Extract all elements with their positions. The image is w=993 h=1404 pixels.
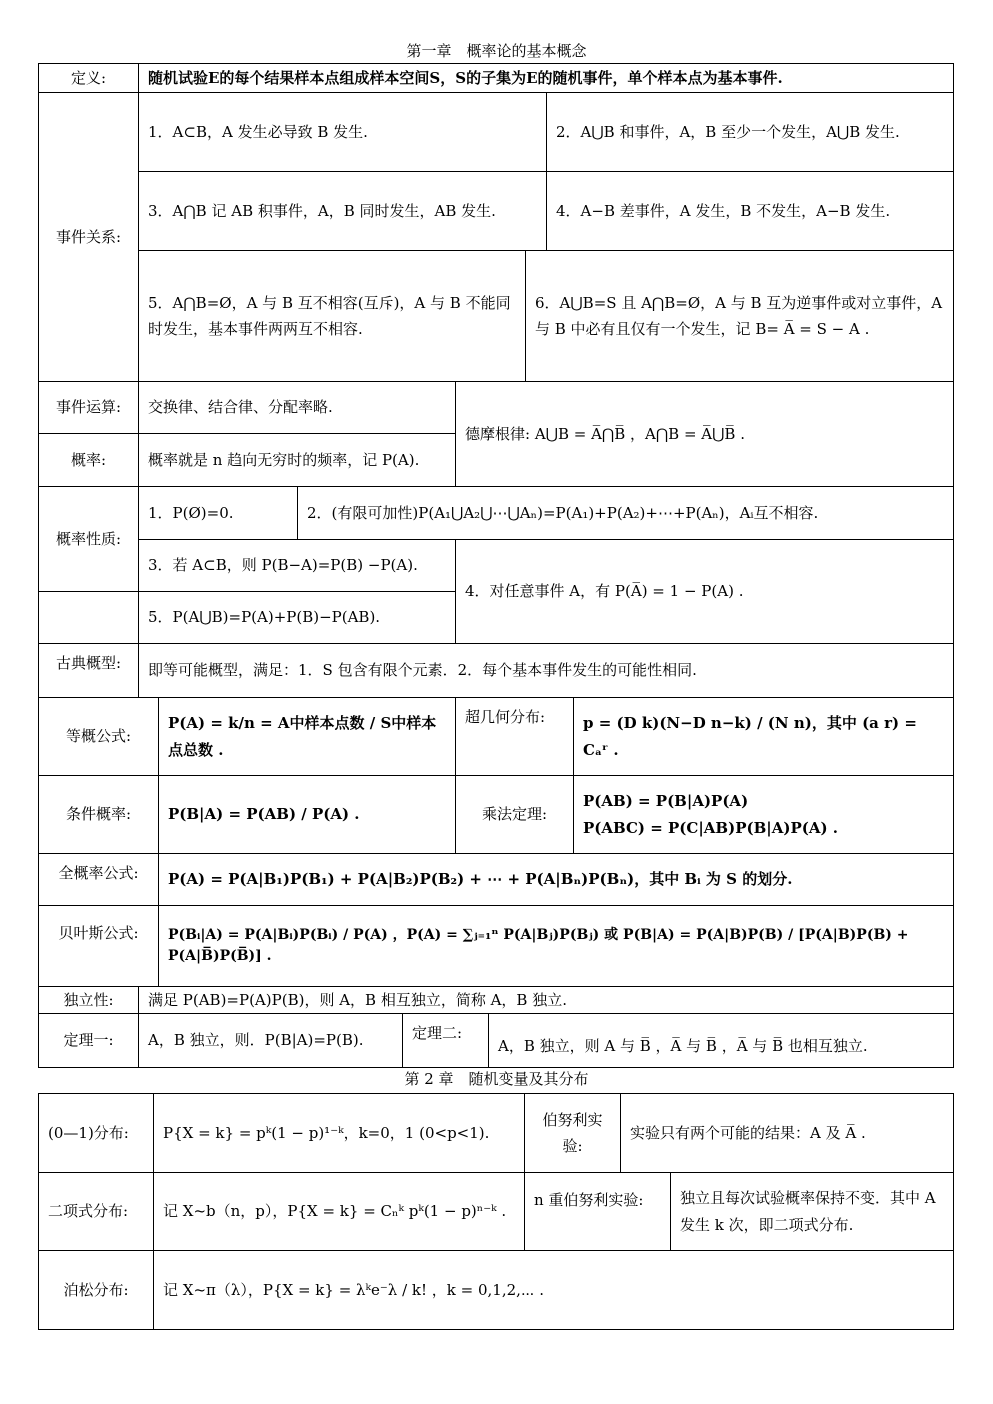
equal-label: 等概公式: [38, 697, 159, 776]
bern-label: 伯努利实验: [524, 1093, 621, 1173]
chapter1-title: 第一章 概率论的基本概念 [406, 42, 587, 60]
bayes-label: 贝叶斯公式: [38, 905, 159, 987]
hyper-formula: p = (D k)(N−D n−k) / (N n)，其中 (a r) = Cₐʳ . [573, 697, 954, 776]
indep-text: 满足 P(AB)=P(A)P(B)，则 A，B 相互独立，简称 A，B 独立. [138, 986, 954, 1014]
prob-label: 概率: [38, 433, 139, 487]
b01-label: (0—1)分布: [38, 1093, 154, 1173]
mult-formulas [573, 775, 954, 854]
def-label: 定义: [38, 63, 139, 93]
prop1: 1．P(Ø)=0. [138, 486, 298, 540]
chapter2-title: 第 2 章 随机变量及其分布 [404, 1070, 589, 1088]
prop2: 2．(有限可加性)P(A₁⋃A₂⋃⋯⋃Aₙ)=P(A₁)+P(A₂)+⋯+P(Aₙ)，Aᵢ互不相容. [297, 486, 954, 540]
demorgan-law: 德摩根律: A⋃B = A̅⋂B̅ ，A⋂B = A̅⋃B̅ . [455, 381, 954, 487]
prop4: 4．对任意事件 A，有 P(A̅) = 1 − P(A) . [455, 539, 954, 644]
indep-label: 独立性: [38, 986, 139, 1014]
hyper-label: 超几何分布: [455, 697, 574, 776]
binom-formula: 记 X~b（n，p），P{X = k} = Cₙᵏ pᵏ(1 − p)ⁿ⁻ᵏ . [153, 1172, 525, 1251]
mult-formula-1: P(AB) = P(B|A)P(A) [583, 792, 749, 811]
thm2-label: 定理二: [402, 1013, 489, 1068]
rel1: 1．A⊂B，A 发生必导致 B 发生. [138, 92, 547, 172]
total-label: 全概率公式: [38, 853, 159, 906]
rel2: 2．A⋃B 和事件，A，B 至少一个发生，A⋃B 发生. [546, 92, 954, 172]
rel4: 4．A−B 差事件，A 发生，B 不发生，A−B 发生. [546, 171, 954, 251]
nbern-text: 独立且每次试验概率保持不变．其中 A 发生 k 次，即二项式分布. [670, 1172, 954, 1251]
total-formula: P(A) = P(A|B₁)P(B₁) + P(A|B₂)P(B₂) + ⋯ + P(A|Bₙ)P(Bₙ)，其中 Bᵢ 为 S 的划分. [158, 853, 954, 906]
classic-label: 古典概型: [38, 643, 139, 698]
bayes-formula: P(Bᵢ|A) = P(A|Bᵢ)P(Bᵢ) / P(A) ，P(A) = ∑ⱼ₌₁ⁿ P(A|Bⱼ)P(Bⱼ) 或 P(B|A) = P(A|B)P(B) / [P(A|B)P(B) + P(A|B̅)P(B̅)] . [158, 905, 954, 987]
prop-label: 概率性质: [38, 486, 139, 592]
thm1-label: 定理一: [38, 1013, 139, 1068]
nbern-label: n 重伯努利实验: [524, 1172, 671, 1251]
cond-formula: P(B|A) = P(AB) / P(A) . [158, 775, 456, 854]
bern-text: 实验只有两个可能的结果：A 及 A̅ . [620, 1093, 954, 1173]
binom-label: 二项式分布: [38, 1172, 154, 1251]
prop5: 5．P(A⋃B)=P(A)+P(B)−P(AB). [138, 591, 456, 644]
def-text: 随机试验E的每个结果样本点组成样本空间S，S的子集为E的随机事件，单个样本点为基本事件. [138, 63, 954, 93]
thm2-text: A，B 独立，则 A 与 B̅ ，A̅ 与 B̅ ，A̅ 与 B̅ 也相互独立. [488, 1013, 954, 1068]
prop-label-spacer [38, 591, 139, 644]
rel5: 5．A⋂B=Ø，A 与 B 互不相容(互斥)，A 与 B 不能同时发生，基本事件两两互不相容. [138, 250, 526, 382]
equal-formula: P(A) = k/n = A中样本点数 / S中样本点总数 . [158, 697, 456, 776]
prop3: 3．若 A⊂B，则 P(B−A)=P(B) −P(A). [138, 539, 456, 592]
prob-text: 概率就是 n 趋向无穷时的频率，记 P(A). [138, 433, 456, 487]
op-label: 事件运算: [38, 381, 139, 434]
cond-label: 条件概率: [38, 775, 159, 854]
classic-text: 即等可能概型，满足：1．S 包含有限个元素．2．每个基本事件发生的可能性相同. [138, 643, 954, 698]
poisson-label: 泊松分布: [38, 1250, 154, 1330]
poisson-formula: 记 X~π（λ），P{X = k} = λᵏe⁻λ / k! ，k = 0,1,2,⋯ . [153, 1250, 954, 1330]
b01-formula: P{X = k} = pᵏ(1 − p)¹⁻ᵏ，k=0，1 (0<p<1). [153, 1093, 525, 1173]
thm1-text: A，B 独立，则．P(B|A)=P(B). [138, 1013, 403, 1068]
mult-formula-2: P(ABC) = P(C|AB)P(B|A)P(A) . [583, 818, 839, 837]
rel3: 3．A⋂B 记 AB 积事件，A，B 同时发生，AB 发生. [138, 171, 547, 251]
op-text: 交换律、结合律、分配率略. [138, 381, 456, 434]
mult-label: 乘法定理: [455, 775, 574, 854]
rel-label: 事件关系: [38, 92, 139, 382]
rel6: 6．A⋃B=S 且 A⋂B=Ø，A 与 B 互为逆事件或对立事件，A 与 B 中必有且仅有一个发生，记 B= A̅ = S − A . [525, 250, 954, 382]
